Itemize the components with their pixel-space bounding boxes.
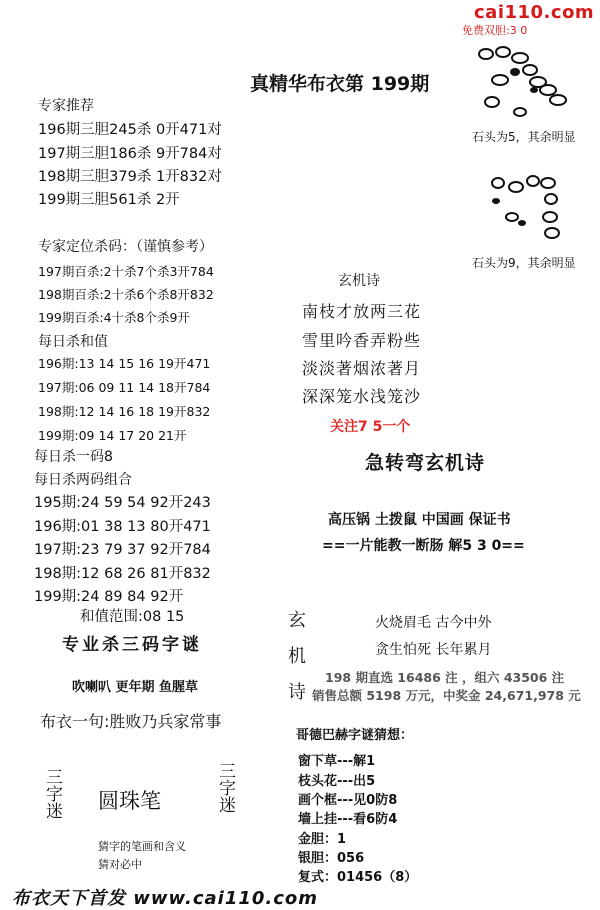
kill-one: 每日杀一码8 <box>34 449 113 465</box>
sum-kill-line: 198期:12 14 16 18 19开832 <box>38 404 211 419</box>
sum-kill-line: 196期:13 14 15 16 19开471 <box>38 356 211 371</box>
page-title: 真精华布衣第 199期 <box>250 73 430 95</box>
turn-words: 高压锅 土拨鼠 中国画 保证书 <box>328 512 511 528</box>
xuanji-poem-heading: 玄机诗 <box>338 273 380 289</box>
kill-three-words: 吹喇叭 更年期 鱼腥草 <box>72 680 199 695</box>
position-kill-line: 198期百杀:2十杀6个杀8开832 <box>38 287 214 302</box>
xuanji-poem-line: 南枝才放两三花 <box>302 302 422 321</box>
goldbach-line: 墙上挂---看6防4 <box>298 812 398 827</box>
sum-kill-line: 199期:09 14 17 20 21开 <box>38 428 187 443</box>
position-kill-heading: 专家定位杀码：（谨慎参考） <box>38 239 213 255</box>
position-kill-line: 197期百杀:2十杀7个杀3开784 <box>38 264 214 279</box>
two-combo-line: 197期:23 79 37 92开784 <box>34 542 211 558</box>
two-combo-line: 199期:24 89 84 92开 <box>34 589 184 605</box>
experts-line: 197期三胆186杀 9开784对 <box>38 146 222 162</box>
position-kill-line: 199期百杀:4十杀8个杀9开 <box>38 310 190 325</box>
goldbach-heading: 哥德巴赫字谜猜想： <box>296 728 414 743</box>
two-combo-line: 196期:01 38 13 80开471 <box>34 519 211 535</box>
riddle-side-left: 三字迷 <box>42 768 62 819</box>
sum-kill-heading: 每日杀和值 <box>38 334 108 350</box>
follow-note: 关注7 5一个 <box>330 419 411 435</box>
goldbach-line: 金胆：1 <box>298 832 347 847</box>
stones-picture-2 <box>488 165 578 245</box>
experts-heading: 专家推荐 <box>38 98 94 114</box>
brand-site: cai110.com <box>474 2 595 23</box>
xuanji2-line: 火烧眉毛 古今中外 <box>375 615 492 631</box>
riddle-answer: 圆珠笔 <box>98 789 161 813</box>
stones-caption: 石头为9，其余明显 <box>472 256 576 270</box>
brand-sub: 免费双胆:3 0 <box>462 24 528 37</box>
goldbach-line: 窗下草---解1 <box>298 754 376 769</box>
one-sentence: 布衣一句:胜败乃兵家常事 <box>40 712 222 731</box>
xuanji-poem-line: 淡淡著烟浓著月 <box>302 359 422 378</box>
experts-line: 198期三胆379杀 1开832对 <box>38 169 222 185</box>
riddle-hint: 猜字的笔画和含义 <box>98 840 186 853</box>
two-combo-line: 195期:24 59 54 92开243 <box>34 495 211 511</box>
sales-line: 销售总额 5198 万元，中奖金 24,671,978 元 <box>312 688 581 703</box>
stones-picture-1 <box>470 40 580 130</box>
experts-line: 196期三胆245杀 0开471对 <box>38 122 222 138</box>
goldbach-line: 画个框---见0防8 <box>298 793 398 808</box>
sales-line: 198 期直选 16486 注 ，组六 43506 注 <box>325 670 565 685</box>
goldbach-line: 枝头花---出5 <box>298 774 376 789</box>
xuanji2-vertical: 机 <box>288 646 306 667</box>
turn-title: 急转弯玄机诗 <box>365 452 486 474</box>
xuanji2-vertical: 玄 <box>288 610 306 631</box>
sum-kill-line: 197期:06 09 11 14 18开784 <box>38 380 211 395</box>
footer-banner: 布衣天下首发 www.cai110.com <box>12 888 319 909</box>
two-combo-line: 198期:12 68 26 81开832 <box>34 566 211 582</box>
goldbach-line: 银胆：056 <box>298 851 365 866</box>
sum-range: 和值范围:08 15 <box>80 609 185 625</box>
xuanji2-vertical: 诗 <box>288 682 306 703</box>
stones-caption: 石头为5，其余明显 <box>472 130 576 144</box>
xuanji-poem-line: 深深笼水浅笼沙 <box>302 387 422 406</box>
kill-three-title: 专业杀三码字谜 <box>62 635 202 655</box>
experts-line: 199期三胆561杀 2开 <box>38 192 180 208</box>
riddle-side-right: 三字迷 <box>215 762 235 813</box>
xuanji-poem-line: 雪里吟香弄粉些 <box>302 331 422 350</box>
xuanji2-line: 贪生怕死 长年累月 <box>375 642 492 658</box>
turn-solution: ==一片能教一断肠 解5 3 0== <box>322 538 525 554</box>
two-combo-heading: 每日杀两码组合 <box>34 472 132 488</box>
goldbach-line: 复式：01456（8） <box>298 870 418 885</box>
riddle-hint: 猜对必中 <box>98 858 142 871</box>
